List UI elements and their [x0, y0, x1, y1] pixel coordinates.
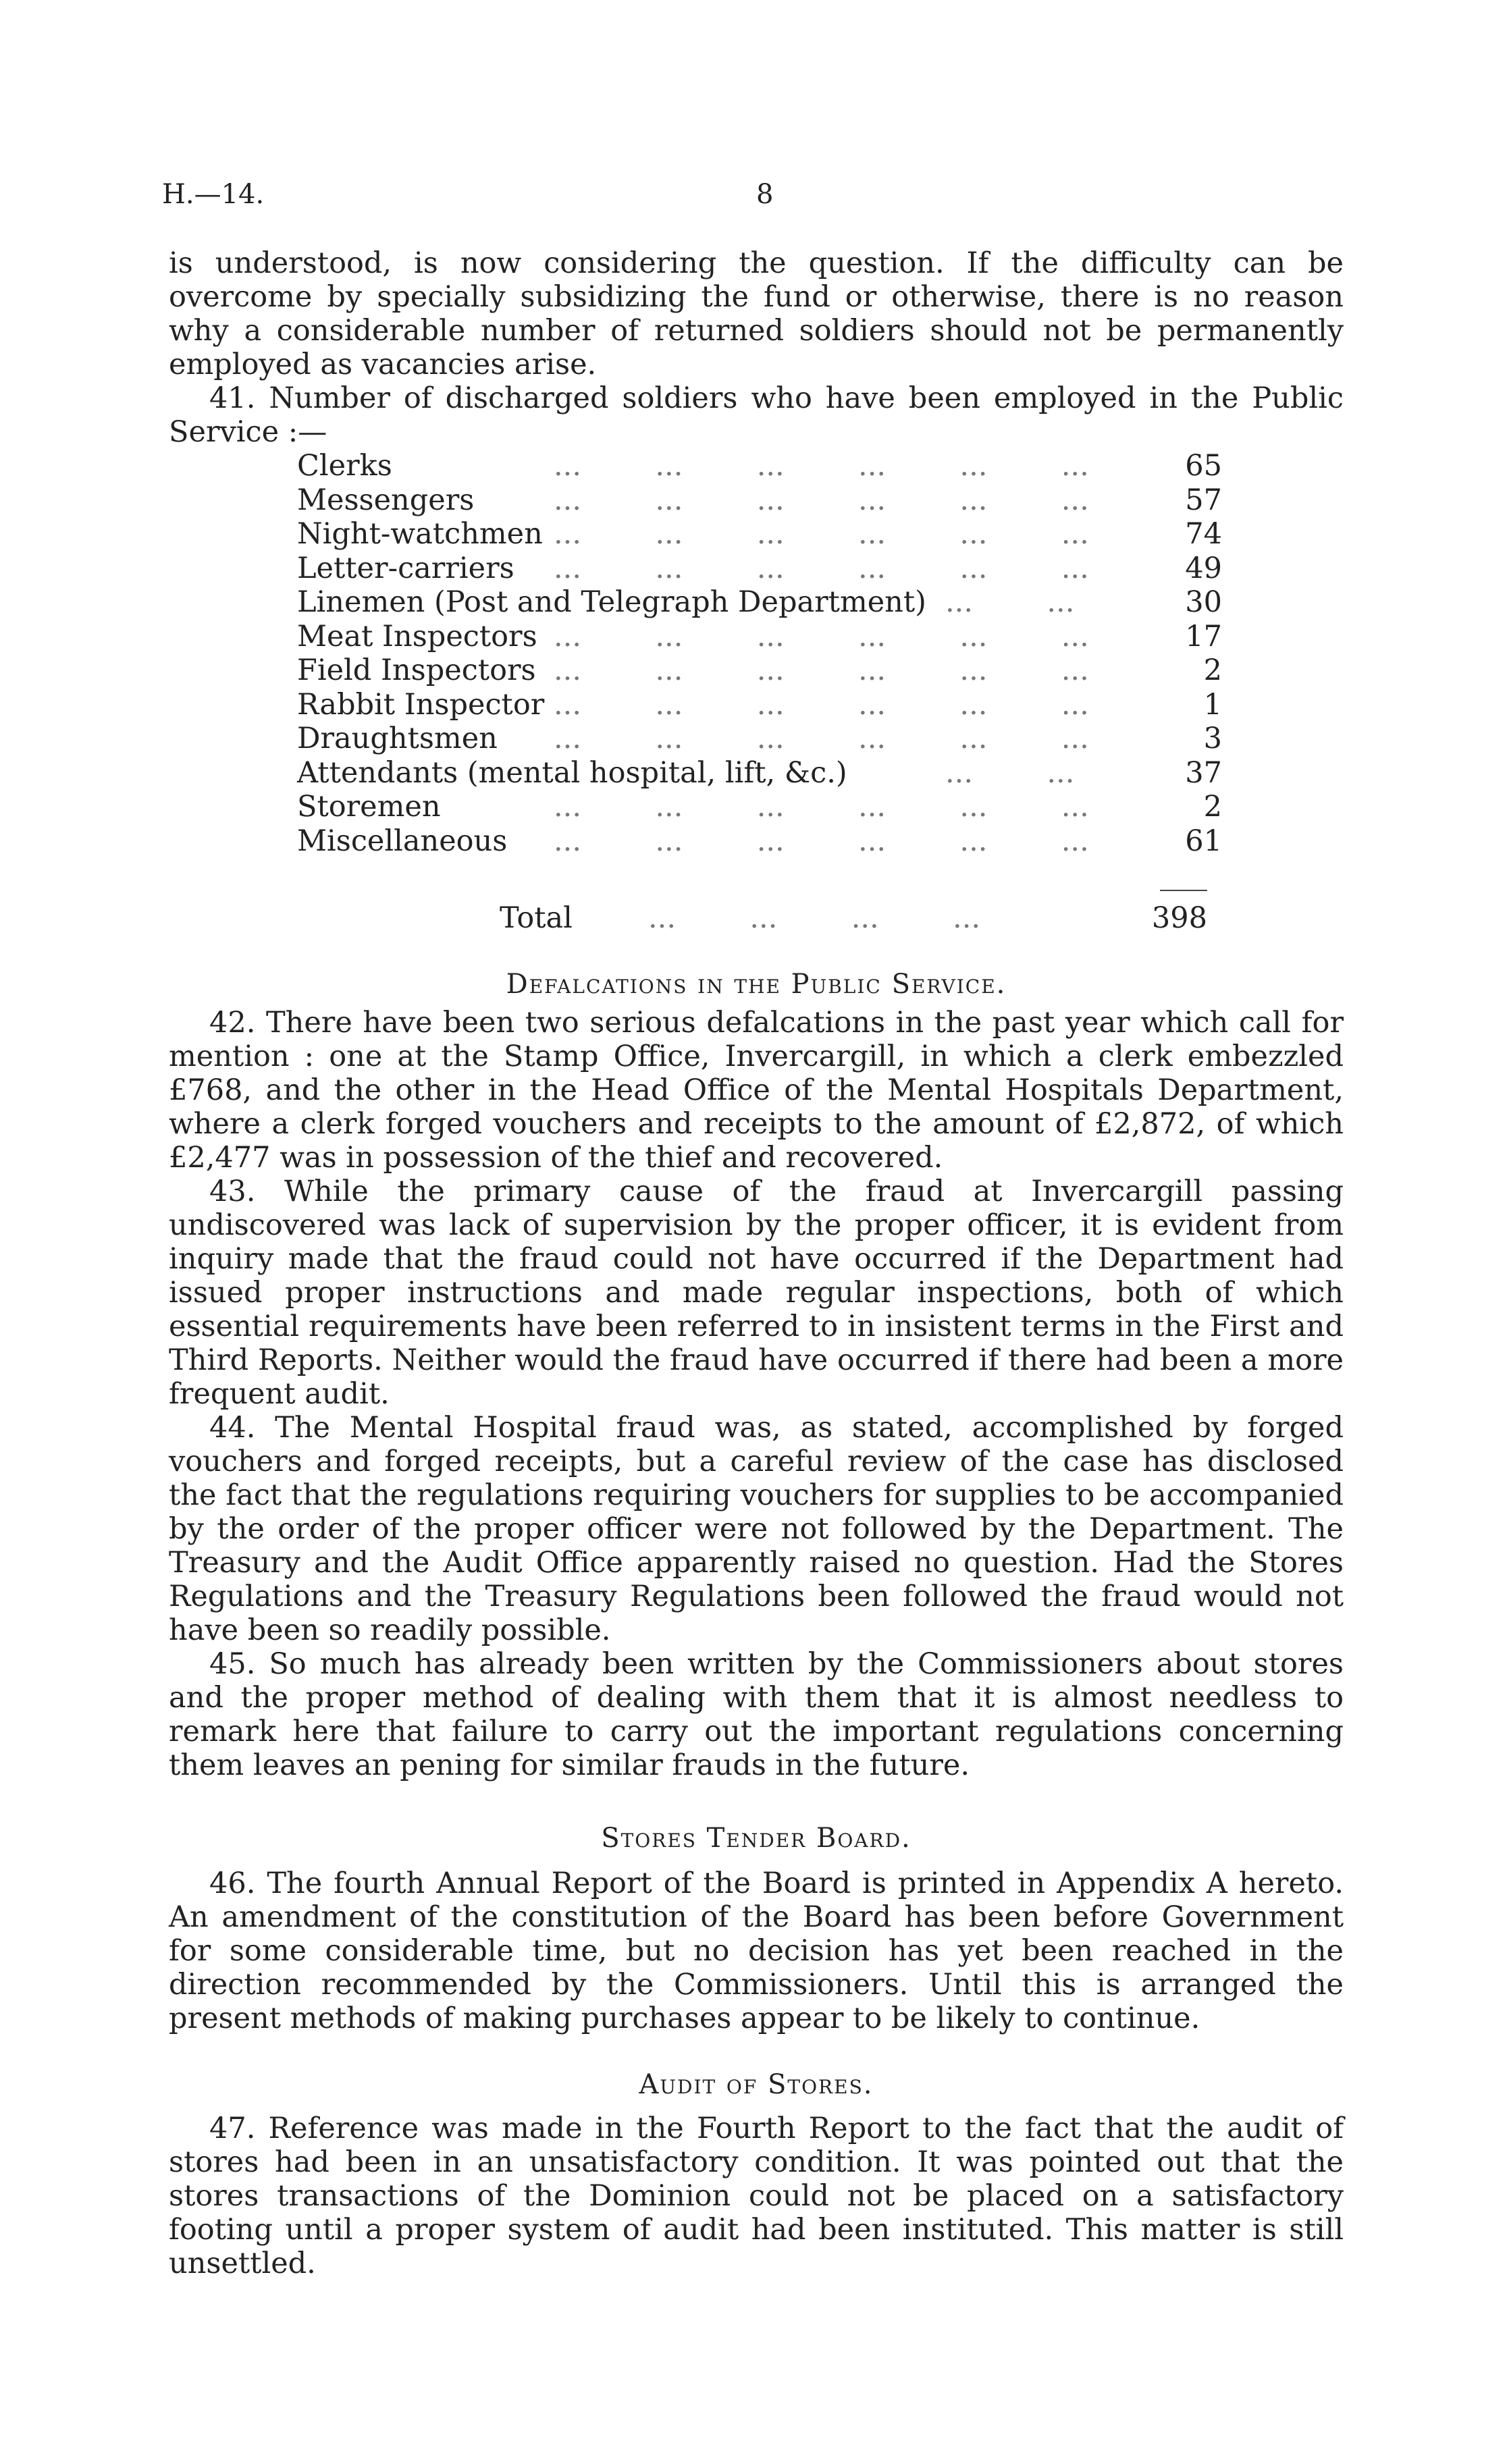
row-value: 49	[1185, 551, 1222, 585]
defalcations-section	[169, 1006, 1344, 1782]
section-heading-audit-of-stores: Audit of Stores.	[639, 2069, 874, 2100]
table-row	[297, 824, 1222, 859]
table-row	[297, 585, 1222, 620]
leader-dots: ... ... ... ... ... ...	[554, 517, 1089, 551]
leader-dots: ... ... ... ... ... ...	[554, 653, 1089, 687]
leader-dots: ... ...	[945, 755, 1075, 790]
section-heading-stores-tender-board: Stores Tender Board.	[601, 1823, 911, 1854]
row-label: Linemen (Post and Telegraph Department)	[297, 585, 926, 619]
leader-dots: ... ... ... ... ... ...	[554, 687, 1089, 722]
intro-paragraph-block	[169, 246, 1344, 381]
paragraph-43: 43. While the primary cause of the fraud at Invercargill passing undiscovered was lack of supervision by the proper officer, it is evident from inquiry made that the fraud could not have occurred if the Department had issued proper instructions and made regular inspections, both of which essential requirements have been referred to in insistent terms in the First and Third Reports. Neither would the fraud have occurred if there had been a more frequent audit.	[169, 1175, 1344, 1411]
audit-section	[169, 2112, 1344, 2280]
table-row	[297, 517, 1222, 552]
row-value: 2	[1203, 790, 1222, 824]
row-value: 17	[1185, 619, 1222, 653]
row-label: Night-watchmen	[297, 517, 543, 551]
row-value: 65	[1185, 449, 1222, 483]
document-reference: H.—14.	[162, 179, 265, 210]
leader-dots: ... ... ... ... ... ...	[554, 551, 1089, 585]
stores-tender-section	[169, 1867, 1344, 2035]
section-heading-defalcations: Defalcations in the Public Service.	[506, 969, 1007, 1000]
row-label: Clerks	[297, 449, 392, 483]
leader-dots: ... ... ... ... ... ...	[554, 722, 1089, 755]
row-value: 1	[1203, 687, 1222, 722]
leader-dots: ... ... ... ... ... ...	[554, 483, 1089, 517]
table-row	[297, 552, 1222, 586]
paragraph-42: 42. There have been two serious defalcations in the past year which call for mention : one at the Stamp Office, Invercargill, in which a clerk embezzled £768, and the other in the Head Office of the Mental Hospitals Department, where a clerk forged vouchers and receipts to the amount of £2,872, of which £2,477 was in possession of the thief and recovered.	[169, 1006, 1344, 1175]
total-rule	[1160, 890, 1207, 891]
employment-table	[297, 449, 1222, 858]
paragraph-46: 46. The fourth Annual Report of the Board is printed in Appendix A hereto. An amendment of the constitution of the Board has been before Government for some considerable time, but no decision has yet been reached in the direction recommended by the Commissioners. Until this is arranged the present methods of making purchases appear to be likely to continue.	[169, 1867, 1344, 2035]
table-row	[297, 756, 1222, 791]
table-row	[297, 483, 1222, 518]
row-value: 2	[1203, 653, 1222, 687]
row-label: Attendants (mental hospital, lift, &c.)	[297, 755, 847, 790]
leader-dots: ... ... ... ... ... ...	[554, 790, 1089, 824]
table-row	[297, 653, 1222, 688]
paragraph-45: 45. So much has already been written by the Commissioners about stores and the proper method of dealing with them that it is almost needless to remark here that failure to carry out the important regulations concerning them leaves an pening for similar frauds in the future.	[169, 1647, 1344, 1782]
table-row	[297, 620, 1222, 654]
row-label: Storemen	[297, 790, 441, 824]
row-value: 30	[1185, 585, 1222, 619]
row-label: Field Inspectors	[297, 653, 536, 687]
paragraph-44: 44. The Mental Hospital fraud was, as stated, accomplished by forged vouchers and forged receipts, but a careful review of the case has disclosed the fact that the regulations requiring vouchers for supplies to be accompanied by the order of the proper officer were not followed by the Department. The Treasury and the Audit Office apparently raised no question. Had the Stores Regulations and the Treasury Regulations been followed the fraud would not have been so readily possible.	[169, 1411, 1344, 1647]
intro-paragraph: is understood, is now considering the question. If the difficulty can be overcome by specially subsidizing the fund or otherwise, there is no reason why a considerable number of returned soldiers should not be permanently employed as vacancies arise.	[169, 246, 1344, 381]
page-number: 8	[756, 179, 774, 210]
page-header	[162, 179, 1345, 219]
leader-dots: ... ... ... ...	[648, 901, 981, 935]
table-row	[297, 449, 1222, 483]
leader-dots: ... ... ... ... ... ...	[554, 824, 1089, 858]
leader-dots: ... ... ... ... ... ...	[554, 449, 1089, 483]
row-value: 57	[1185, 483, 1222, 517]
row-label: Meat Inspectors	[297, 619, 537, 653]
total-value: 398	[1151, 901, 1207, 935]
leader-dots: ... ...	[945, 585, 1075, 619]
row-value: 61	[1185, 824, 1222, 858]
paragraph-41: 41. Number of discharged soldiers who have been employed in the Public Service :—	[169, 381, 1344, 449]
row-label: Rabbit Inspector	[297, 687, 545, 722]
row-value: 37	[1185, 755, 1222, 790]
total-row	[500, 901, 1207, 935]
row-label: Messengers	[297, 483, 475, 517]
table-row	[297, 722, 1222, 756]
row-label: Miscellaneous	[297, 824, 508, 858]
row-value: 74	[1185, 517, 1222, 551]
paragraph-47: 47. Reference was made in the Fourth Report to the fact that the audit of stores had been in an unsatisfactory condition. It was pointed out that the stores transactions of the Dominion could not be placed on a satisfactory footing until a proper system of audit had been instituted. This matter is still unsettled.	[169, 2112, 1344, 2280]
table-row	[297, 688, 1222, 722]
leader-dots: ... ... ... ... ... ...	[554, 619, 1089, 653]
row-value: 3	[1203, 722, 1222, 755]
row-label: Draughtsmen	[297, 722, 498, 755]
row-label: Letter-carriers	[297, 551, 514, 585]
paragraph-41-block	[169, 381, 1344, 449]
table-row	[297, 790, 1222, 824]
total-label: Total	[500, 901, 573, 935]
